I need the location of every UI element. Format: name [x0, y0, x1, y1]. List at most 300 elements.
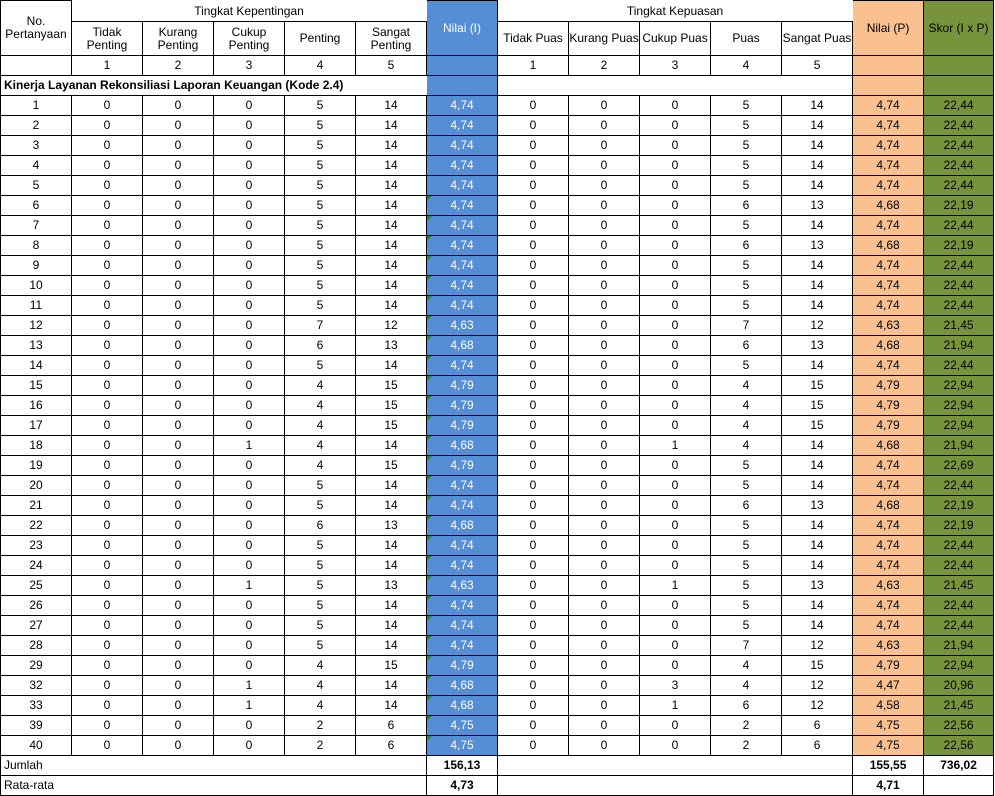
cell-tidak-puas: 0: [498, 516, 569, 536]
header-importance-col: Penting: [285, 22, 356, 56]
cell-kurang-puas: 0: [569, 136, 640, 156]
cell-kurang-puas: 0: [569, 456, 640, 476]
cell-nilai-i: 4,68: [427, 676, 498, 696]
cell-skor: 22,69: [924, 456, 994, 476]
cell-penting: 5: [285, 196, 356, 216]
cell-nilai-i: 4,68: [427, 436, 498, 456]
header-scale-value: 1: [72, 56, 143, 76]
cell-penting: 6: [285, 516, 356, 536]
cell-cukup-penting: 0: [214, 656, 285, 676]
cell-row-number: 6: [1, 196, 72, 216]
table-row: [1, 456, 994, 476]
cell-puas: 7: [711, 316, 782, 336]
cell-skor: 22,44: [924, 216, 994, 236]
cell-puas: 5: [711, 216, 782, 236]
cell-cukup-penting: 0: [214, 296, 285, 316]
cell-row-number: 14: [1, 356, 72, 376]
cell-nilai-p: 4,63: [853, 636, 924, 656]
cell-skor: 22,44: [924, 96, 994, 116]
header-importance-col: Kurang Penting: [143, 22, 214, 56]
cell-penting: 4: [285, 396, 356, 416]
cell-nilai-i: 4,74: [427, 156, 498, 176]
comment-indicator-icon: [427, 356, 432, 361]
cell-sangat-penting: 14: [356, 676, 427, 696]
cell-nilai-i: 4,63: [427, 576, 498, 596]
cell-tidak-penting: 0: [72, 676, 143, 696]
cell-tidak-puas: 0: [498, 236, 569, 256]
cell-kurang-puas: 0: [569, 536, 640, 556]
cell-kurang-penting: 0: [143, 556, 214, 576]
cell-nilai-p: 4,74: [853, 516, 924, 536]
cell-skor: 22,94: [924, 416, 994, 436]
table-row: [1, 616, 994, 636]
table-row: [1, 156, 994, 176]
cell-row-number: 22: [1, 516, 72, 536]
cell-tidak-penting: 0: [72, 136, 143, 156]
cell-kurang-puas: 0: [569, 496, 640, 516]
cell-cukup-penting: 0: [214, 716, 285, 736]
table-row: [1, 516, 994, 536]
cell-sangat-puas: 15: [782, 376, 853, 396]
header-scale-value: 5: [356, 56, 427, 76]
cell-puas: 5: [711, 356, 782, 376]
cell-kurang-puas: 0: [569, 616, 640, 636]
cell-cukup-penting: 1: [214, 676, 285, 696]
cell-puas: 5: [711, 556, 782, 576]
cell-row-number: 20: [1, 476, 72, 496]
cell-row-number: 28: [1, 636, 72, 656]
cell-kurang-puas: 0: [569, 236, 640, 256]
header-nilai-i: Nilai (I): [427, 1, 498, 56]
table-row: [1, 496, 994, 516]
header-scale-value: 2: [569, 56, 640, 76]
comment-indicator-icon: [427, 456, 432, 461]
cell-kurang-penting: 0: [143, 356, 214, 376]
cell-sangat-penting: 15: [356, 656, 427, 676]
cell-sangat-penting: 15: [356, 456, 427, 476]
cell-sangat-penting: 14: [356, 276, 427, 296]
cell-cukup-puas: 0: [640, 96, 711, 116]
cell-puas: 2: [711, 736, 782, 756]
table-row: [1, 716, 994, 736]
cell-skor: 22,19: [924, 516, 994, 536]
comment-indicator-icon: [427, 736, 432, 741]
cell-tidak-puas: 0: [498, 556, 569, 576]
cell-cukup-penting: 0: [214, 636, 285, 656]
header-scale-blank: [924, 56, 994, 76]
cell-cukup-puas: 0: [640, 496, 711, 516]
comment-indicator-icon: [427, 396, 432, 401]
cell-nilai-p: 4,79: [853, 376, 924, 396]
table-row: [1, 376, 994, 396]
cell-skor: 22,94: [924, 376, 994, 396]
cell-penting: 5: [285, 176, 356, 196]
cell-penting: 4: [285, 436, 356, 456]
cell-nilai-i: 4,79: [427, 396, 498, 416]
cell-tidak-penting: 0: [72, 596, 143, 616]
cell-cukup-penting: 0: [214, 736, 285, 756]
cell-skor: 22,19: [924, 496, 994, 516]
cell-cukup-puas: 0: [640, 736, 711, 756]
cell-nilai-p: 4,74: [853, 456, 924, 476]
cell-sangat-puas: 13: [782, 576, 853, 596]
cell-puas: 5: [711, 596, 782, 616]
cell-kurang-puas: 0: [569, 216, 640, 236]
cell-sangat-puas: 14: [782, 616, 853, 636]
cell-row-number: 10: [1, 276, 72, 296]
cell-tidak-penting: 0: [72, 536, 143, 556]
cell-cukup-penting: 0: [214, 356, 285, 376]
cell-cukup-penting: 0: [214, 276, 285, 296]
cell-kurang-puas: 0: [569, 116, 640, 136]
cell-sangat-puas: 14: [782, 356, 853, 376]
cell-sangat-penting: 14: [356, 256, 427, 276]
cell-penting: 5: [285, 356, 356, 376]
cell-kurang-penting: 0: [143, 676, 214, 696]
cell-nilai-p: 4,74: [853, 556, 924, 576]
header-importance-col: Cukup Penting: [214, 22, 285, 56]
cell-sangat-penting: 6: [356, 716, 427, 736]
cell-kurang-puas: 0: [569, 296, 640, 316]
cell-sangat-penting: 14: [356, 496, 427, 516]
cell-penting: 4: [285, 696, 356, 716]
cell-cukup-puas: 0: [640, 456, 711, 476]
cell-puas: 5: [711, 456, 782, 476]
cell-nilai-i: 4,75: [427, 736, 498, 756]
cell-kurang-puas: 0: [569, 716, 640, 736]
cell-cukup-penting: 0: [214, 256, 285, 276]
cell-penting: 4: [285, 376, 356, 396]
cell-cukup-puas: 1: [640, 696, 711, 716]
jumlah-nilai-p: 155,55: [853, 756, 924, 776]
cell-sangat-penting: 14: [356, 356, 427, 376]
cell-puas: 5: [711, 536, 782, 556]
cell-sangat-puas: 13: [782, 336, 853, 356]
cell-kurang-penting: 0: [143, 436, 214, 456]
cell-tidak-puas: 0: [498, 616, 569, 636]
cell-tidak-penting: 0: [72, 696, 143, 716]
cell-row-number: 3: [1, 136, 72, 156]
rata-rata-blank: [356, 776, 427, 796]
cell-kurang-puas: 0: [569, 576, 640, 596]
table-row: [1, 436, 994, 456]
cell-penting: 5: [285, 216, 356, 236]
cell-nilai-i: 4,79: [427, 416, 498, 436]
cell-tidak-puas: 0: [498, 536, 569, 556]
cell-row-number: 23: [1, 536, 72, 556]
cell-cukup-puas: 0: [640, 176, 711, 196]
cell-kurang-penting: 0: [143, 656, 214, 676]
cell-puas: 2: [711, 716, 782, 736]
cell-tidak-penting: 0: [72, 416, 143, 436]
cell-nilai-p: 4,74: [853, 156, 924, 176]
cell-tidak-penting: 0: [72, 656, 143, 676]
cell-kurang-puas: 0: [569, 676, 640, 696]
cell-sangat-penting: 15: [356, 416, 427, 436]
cell-kurang-penting: 0: [143, 636, 214, 656]
cell-cukup-puas: 0: [640, 236, 711, 256]
cell-sangat-penting: 14: [356, 116, 427, 136]
cell-cukup-penting: 0: [214, 496, 285, 516]
header-scale-value: 4: [285, 56, 356, 76]
cell-row-number: 8: [1, 236, 72, 256]
cell-tidak-puas: 0: [498, 716, 569, 736]
cell-nilai-p: 4,58: [853, 696, 924, 716]
table-row: [1, 236, 994, 256]
cell-cukup-penting: 0: [214, 416, 285, 436]
cell-tidak-puas: 0: [498, 256, 569, 276]
cell-row-number: 39: [1, 716, 72, 736]
cell-cukup-puas: 1: [640, 436, 711, 456]
cell-kurang-puas: 0: [569, 476, 640, 496]
cell-sangat-penting: 15: [356, 396, 427, 416]
cell-puas: 5: [711, 576, 782, 596]
cell-tidak-puas: 0: [498, 416, 569, 436]
cell-row-number: 17: [1, 416, 72, 436]
cell-cukup-puas: 0: [640, 396, 711, 416]
cell-cukup-puas: 0: [640, 276, 711, 296]
rata-rata-label: Rata-rata: [1, 776, 356, 796]
header-scale-value: 3: [640, 56, 711, 76]
comment-indicator-icon: [427, 636, 432, 641]
cell-row-number: 21: [1, 496, 72, 516]
cell-penting: 2: [285, 736, 356, 756]
table-row: [1, 276, 994, 296]
cell-nilai-i: 4,79: [427, 456, 498, 476]
comment-indicator-icon: [427, 476, 432, 481]
header-scale-value: 2: [143, 56, 214, 76]
comment-indicator-icon: [427, 256, 432, 261]
section-blank: [427, 76, 498, 96]
cell-sangat-puas: 6: [782, 736, 853, 756]
cell-sangat-puas: 15: [782, 656, 853, 676]
cell-kurang-puas: 0: [569, 276, 640, 296]
cell-sangat-penting: 6: [356, 736, 427, 756]
cell-row-number: 13: [1, 336, 72, 356]
cell-kurang-puas: 0: [569, 416, 640, 436]
cell-nilai-p: 4,74: [853, 216, 924, 236]
cell-nilai-i: 4,74: [427, 596, 498, 616]
cell-cukup-penting: 0: [214, 476, 285, 496]
cell-tidak-penting: 0: [72, 576, 143, 596]
cell-cukup-penting: 0: [214, 136, 285, 156]
header-tingkat-kepentingan: Tingkat Kepentingan: [72, 1, 427, 22]
table-row: [1, 196, 994, 216]
cell-kurang-penting: 0: [143, 416, 214, 436]
rata-rata-blank: [924, 776, 994, 796]
cell-penting: 6: [285, 336, 356, 356]
cell-penting: 5: [285, 136, 356, 156]
cell-penting: 5: [285, 556, 356, 576]
table-row: [1, 216, 994, 236]
cell-kurang-puas: 0: [569, 256, 640, 276]
table-row: [1, 116, 994, 136]
cell-penting: 5: [285, 236, 356, 256]
cell-skor: 22,44: [924, 616, 994, 636]
cell-nilai-p: 4,47: [853, 676, 924, 696]
cell-nilai-p: 4,79: [853, 656, 924, 676]
section-title: Kinerja Layanan Rekonsiliasi Laporan Keuangan (Kode 2.4): [1, 76, 427, 96]
cell-row-number: 24: [1, 556, 72, 576]
cell-penting: 4: [285, 676, 356, 696]
cell-tidak-penting: 0: [72, 516, 143, 536]
cell-cukup-puas: 0: [640, 516, 711, 536]
cell-tidak-puas: 0: [498, 456, 569, 476]
cell-cukup-penting: 0: [214, 216, 285, 236]
cell-tidak-penting: 0: [72, 156, 143, 176]
jumlah-label: Jumlah: [1, 756, 356, 776]
cell-sangat-puas: 15: [782, 416, 853, 436]
cell-penting: 5: [285, 636, 356, 656]
header-satisfaction-col: Puas: [711, 22, 782, 56]
header-importance-col: Sangat Penting: [356, 22, 427, 56]
header-scale-blank: [427, 56, 498, 76]
cell-skor: 22,44: [924, 356, 994, 376]
cell-row-number: 40: [1, 736, 72, 756]
cell-nilai-i: 4,74: [427, 176, 498, 196]
cell-cukup-penting: 1: [214, 696, 285, 716]
cell-tidak-penting: 0: [72, 736, 143, 756]
cell-tidak-penting: 0: [72, 456, 143, 476]
cell-tidak-penting: 0: [72, 196, 143, 216]
cell-tidak-puas: 0: [498, 576, 569, 596]
cell-sangat-puas: 14: [782, 156, 853, 176]
cell-tidak-puas: 0: [498, 356, 569, 376]
table-row: [1, 656, 994, 676]
cell-tidak-penting: 0: [72, 496, 143, 516]
cell-tidak-puas: 0: [498, 376, 569, 396]
cell-kurang-penting: 0: [143, 276, 214, 296]
cell-sangat-puas: 14: [782, 296, 853, 316]
cell-penting: 5: [285, 616, 356, 636]
section-blank: [853, 76, 924, 96]
cell-sangat-puas: 14: [782, 556, 853, 576]
cell-penting: 5: [285, 576, 356, 596]
cell-sangat-puas: 12: [782, 636, 853, 656]
cell-sangat-penting: 14: [356, 136, 427, 156]
cell-skor: 21,94: [924, 336, 994, 356]
cell-skor: 22,44: [924, 556, 994, 576]
cell-puas: 5: [711, 136, 782, 156]
comment-indicator-icon: [427, 596, 432, 601]
header-satisfaction-col: Cukup Puas: [640, 22, 711, 56]
cell-row-number: 25: [1, 576, 72, 596]
cell-puas: 5: [711, 156, 782, 176]
cell-sangat-puas: 14: [782, 116, 853, 136]
cell-nilai-i: 4,74: [427, 556, 498, 576]
cell-sangat-puas: 14: [782, 536, 853, 556]
table-row: [1, 676, 994, 696]
header-nilai-p: Nilai (P): [853, 1, 924, 56]
comment-indicator-icon: [427, 336, 432, 341]
cell-sangat-penting: 13: [356, 336, 427, 356]
cell-tidak-puas: 0: [498, 276, 569, 296]
cell-nilai-p: 4,74: [853, 96, 924, 116]
cell-sangat-puas: 14: [782, 176, 853, 196]
comment-indicator-icon: [427, 416, 432, 421]
cell-skor: 22,44: [924, 156, 994, 176]
header-scale-blank: [1, 56, 72, 76]
cell-kurang-penting: 0: [143, 96, 214, 116]
cell-cukup-puas: 0: [640, 296, 711, 316]
cell-puas: 6: [711, 696, 782, 716]
cell-nilai-p: 4,74: [853, 616, 924, 636]
cell-row-number: 1: [1, 96, 72, 116]
cell-kurang-penting: 0: [143, 236, 214, 256]
cell-puas: 7: [711, 636, 782, 656]
cell-puas: 6: [711, 196, 782, 216]
cell-kurang-puas: 0: [569, 696, 640, 716]
cell-kurang-puas: 0: [569, 316, 640, 336]
cell-cukup-penting: 0: [214, 536, 285, 556]
cell-puas: 4: [711, 436, 782, 456]
comment-indicator-icon: [427, 676, 432, 681]
cell-sangat-penting: 14: [356, 636, 427, 656]
cell-sangat-penting: 14: [356, 536, 427, 556]
comment-indicator-icon: [427, 376, 432, 381]
cell-sangat-penting: 14: [356, 176, 427, 196]
cell-cukup-puas: 0: [640, 136, 711, 156]
cell-nilai-i: 4,68: [427, 336, 498, 356]
cell-tidak-puas: 0: [498, 476, 569, 496]
jumlah-nilai-i: 156,13: [427, 756, 498, 776]
cell-skor: 22,94: [924, 656, 994, 676]
table-row: [1, 536, 994, 556]
cell-skor: 22,56: [924, 716, 994, 736]
comment-indicator-icon: [427, 316, 432, 321]
cell-sangat-puas: 6: [782, 716, 853, 736]
cell-row-number: 4: [1, 156, 72, 176]
cell-nilai-i: 4,68: [427, 516, 498, 536]
cell-tidak-penting: 0: [72, 176, 143, 196]
header-skor: Skor (I x P): [924, 1, 994, 56]
cell-tidak-puas: 0: [498, 136, 569, 156]
cell-kurang-penting: 0: [143, 376, 214, 396]
cell-sangat-puas: 14: [782, 96, 853, 116]
cell-nilai-p: 4,74: [853, 536, 924, 556]
cell-sangat-puas: 14: [782, 516, 853, 536]
section-blank: [498, 76, 853, 96]
cell-cukup-puas: 0: [640, 416, 711, 436]
header-satisfaction-col: Sangat Puas: [782, 22, 853, 56]
cell-sangat-penting: 12: [356, 316, 427, 336]
cell-kurang-penting: 0: [143, 216, 214, 236]
cell-penting: 4: [285, 656, 356, 676]
cell-tidak-puas: 0: [498, 196, 569, 216]
cell-kurang-penting: 0: [143, 476, 214, 496]
cell-nilai-i: 4,74: [427, 256, 498, 276]
header-scale-value: 4: [711, 56, 782, 76]
cell-sangat-penting: 14: [356, 196, 427, 216]
cell-cukup-puas: 0: [640, 616, 711, 636]
cell-penting: 5: [285, 536, 356, 556]
cell-penting: 5: [285, 96, 356, 116]
cell-puas: 4: [711, 396, 782, 416]
cell-skor: 22,44: [924, 256, 994, 276]
cell-kurang-puas: 0: [569, 736, 640, 756]
cell-cukup-penting: 0: [214, 236, 285, 256]
cell-tidak-penting: 0: [72, 716, 143, 736]
table-row: [1, 476, 994, 496]
cell-row-number: 19: [1, 456, 72, 476]
cell-tidak-penting: 0: [72, 396, 143, 416]
cell-kurang-puas: 0: [569, 556, 640, 576]
cell-nilai-p: 4,68: [853, 196, 924, 216]
cell-tidak-penting: 0: [72, 96, 143, 116]
cell-nilai-i: 4,75: [427, 716, 498, 736]
cell-cukup-puas: 0: [640, 156, 711, 176]
cell-nilai-i: 4,74: [427, 536, 498, 556]
